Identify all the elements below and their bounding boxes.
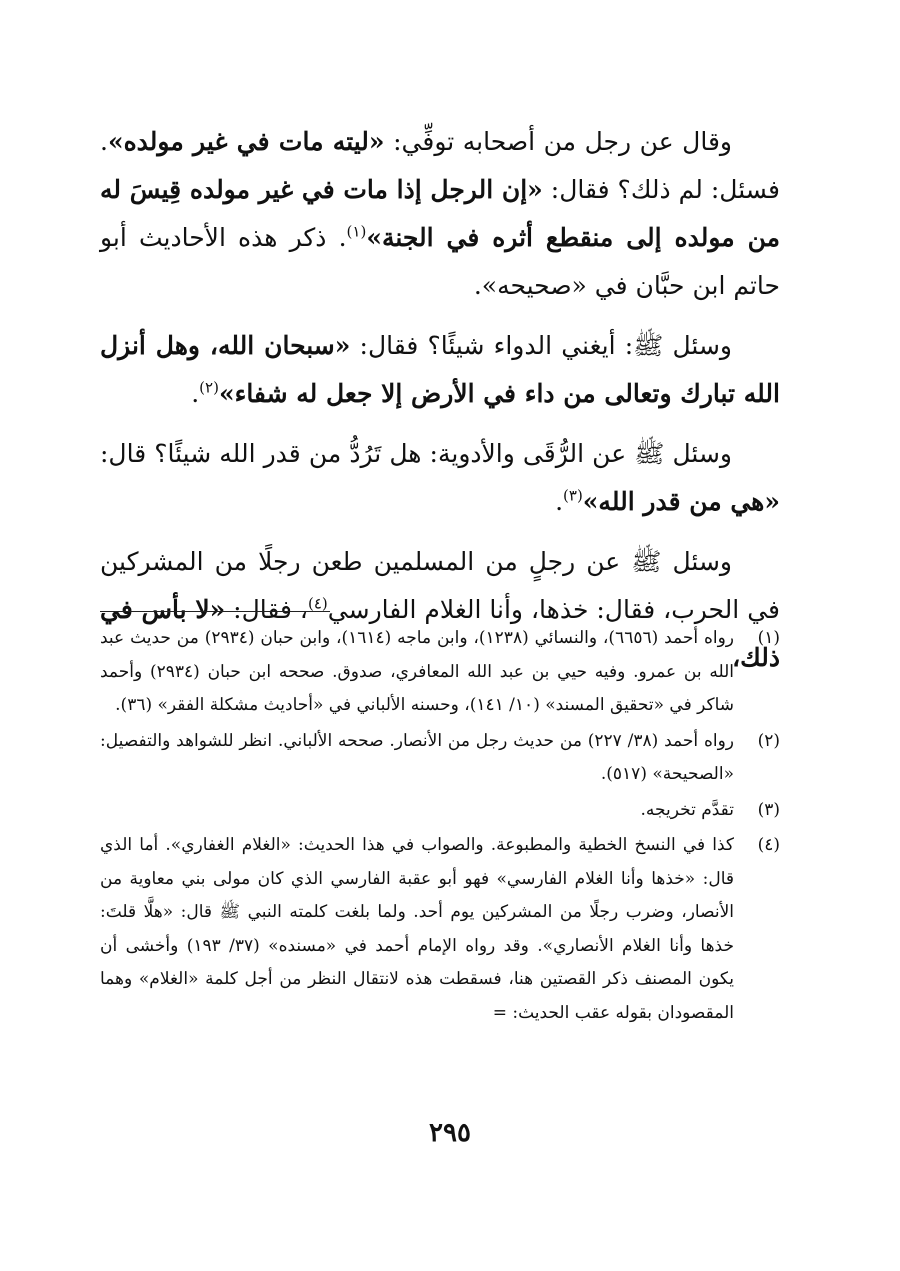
paragraph-2 [100, 322, 780, 418]
page-number: ٢٩٥ [429, 1118, 471, 1148]
footnote-4 [100, 829, 780, 1030]
footnote-text: كذا في النسخ الخطية والمطبوعة. والصواب في هذا الحديث: «الغلام الغفاري». أما الذي قال: «خذها وأنا الغلام الفارسي» فهو أبو عقبة الفارسي الذي كان مولى بني معاوية من الأنصار، وضرب رجلًا من المشركين يوم أحد. ولما بلغت كلمته النبي ﷺ قال: «هلَّا قلتَ: خذها وأنا الغلام الأنصاري». وقد رواه الإمام أحمد في «مسنده» (٣٧/ ١٩٣) وأخشى أن يكون المصنف ذكر القصتين هنا، فسقطت هذه لانتقال النظر من أجل كلمة «الغلام» وهما المقصودان بقوله عقب الحديث: = [100, 835, 734, 1023]
footnote-number: (٣) [757, 799, 780, 820]
text-run: ، فقال: [225, 595, 308, 624]
text-run: . ذكر هذه الأحاديث أبو حاتم ابن حبَّان في «صحيحه». [100, 223, 780, 300]
hadith-quote: «ليته مات في غير مولده» [107, 127, 385, 156]
text-run: . [191, 379, 200, 408]
text-run: وقال عن رجل من أصحابه توفِّي: [384, 127, 732, 156]
hadith-quote: «إن الرجل إذا مات في غير مولده قِيسَ له من مولده إلى منقطع أثره في الجنة» [100, 175, 780, 252]
footnote-number: (١) [757, 628, 780, 648]
paragraph-1 [100, 118, 780, 310]
footnote-separator [100, 611, 330, 612]
text-run: . فسئل: لم ذلك؟ فقال: [100, 127, 780, 204]
text-run: . [555, 487, 564, 516]
hadith-quote: «لا بأس في ذلك، [100, 595, 780, 672]
footnote-ref: (٣) [563, 486, 583, 505]
main-text [100, 118, 780, 694]
footnote-text: تقدَّم تخريجه. [640, 799, 734, 820]
footnote-number: (٢) [757, 730, 780, 751]
hadith-quote: «هي من قدر الله» [582, 487, 780, 516]
footnote-ref: (٤) [308, 594, 328, 613]
paragraph-3 [100, 430, 780, 526]
footnote-3 [100, 794, 780, 828]
footnote-2 [100, 725, 780, 792]
footnote-text: رواه أحمد (٣٨/ ٢٢٧) من حديث رجل من الأنصار. صححه الألباني. انظر للشواهد والتفصيل: «الصحيحة» (٥١٧). [100, 730, 734, 784]
footnote-1 [100, 622, 780, 723]
footnote-ref: (١) [346, 222, 367, 241]
footnotes [100, 622, 780, 1032]
text-run: وسئل ﷺ عن الرُّقَى والأدوية: هل تَرُدُّ من قدر الله شيئًا؟ قال: [100, 439, 732, 468]
hadith-quote: «سبحان الله، وهل أنزل الله تبارك وتعالى من داء في الأرض إلا جعل له شفاء» [100, 331, 780, 408]
footnote-ref: (٢) [199, 378, 219, 397]
footnote-text: رواه أحمد (٦٦٥٦)، والنسائي (١٢٣٨)، وابن ماجه (١٦١٤)، وابن حبان (٢٩٣٤) من حديث عبد الله بن عمرو. وفيه حيي بن عبد الله المعافري، صدوق. صححه ابن حبان (٢٩٣٤) وأحمد شاكر في «تحقيق المسند» (١٠/ ١٤١)، وحسنه الألباني في «أحاديث مشكلة الفقر» (٣٦). [100, 628, 734, 715]
text-run: وسئل ﷺ: أيغني الدواء شيئًا؟ فقال: [350, 331, 732, 360]
footnote-number: (٤) [757, 835, 780, 855]
text-run: وسئل ﷺ عن رجلٍ من المسلمين طعن رجلًا من المشركين في الحرب، فقال: خذها، وأنا الغلام الفارسي [100, 547, 780, 624]
